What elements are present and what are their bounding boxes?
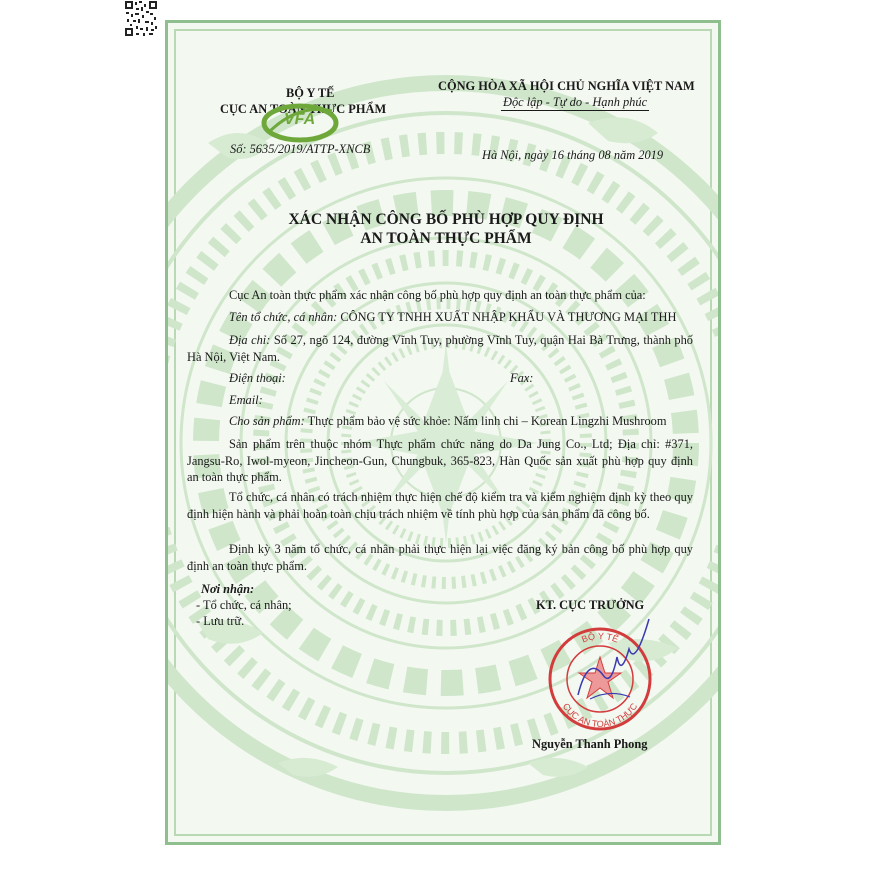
product-group-paragraph: Sản phẩm trên thuộc nhóm Thực phẩm chức năng do Da Jung Co., Ltd; Địa chỉ: #371, Jangsu-Ro, Iwol-myeon, Jincheon-Gun, Chungbuk, 365-823, Hàn Quốc sản xuất phù hợp quy định an toàn thực phẩm.: [187, 437, 693, 484]
certificate-document: [165, 20, 721, 845]
organization-line: [229, 309, 676, 325]
product-line: [229, 413, 667, 429]
product-value: Thực phẩm bảo vệ sức khỏe: Nấm linh chi – Korean Lingzhi Mushroom: [304, 414, 667, 428]
recipient-item: - Tổ chức, cá nhân;: [196, 598, 292, 612]
responsibility-paragraph: Tổ chức, cá nhân có trách nhiệm thực hiện chế độ kiểm tra và kiểm nghiệm định kỳ theo quy định hiện hành và phải hoàn toàn chịu trách nhiệm về tính phù hợp của sản phẩm đã công bố.: [187, 490, 693, 521]
stamp-top-text: BỘ Y TẾ: [580, 630, 620, 645]
agency-name: CỤC AN TOÀN THỰC PHẨM: [220, 102, 387, 116]
recipients-label: Nơi nhận:: [201, 582, 255, 596]
intro-text: Cục An toàn thực phẩm xác nhận công bố phù hợp quy định an toàn thực phẩm của:: [229, 288, 646, 302]
signer-position: KT. CỤC TRƯỞNG: [536, 598, 645, 612]
signer-name: Nguyễn Thanh Phong: [532, 737, 648, 751]
document-number: Số: 5635/2019/ATTP-XNCB: [230, 142, 371, 156]
country-name: CỘNG HÒA XÃ HỘI CHỦ NGHĨA VIỆT NAM: [438, 79, 695, 93]
renewal-paragraph: Định kỳ 3 năm tổ chức, cá nhân phải thực hiện lại việc đăng ký bản công bố phù hợp quy định an toàn thực phẩm.: [187, 542, 693, 573]
phone-label: Điện thoại:: [229, 371, 286, 385]
organization-name: CÔNG TY TNHH XUẤT NHẬP KHẨU VÀ THƯƠNG MẠI THH: [337, 310, 677, 324]
ministry-name: BỘ Y TẾ: [286, 86, 335, 100]
national-motto: Độc lập - Tự do - Hạnh phúc: [503, 95, 648, 109]
qr-code: [124, 0, 158, 38]
document-title-line2: AN TOÀN THỰC PHẨM: [360, 230, 532, 247]
address-value: Số 27, ngõ 124, đường Vĩnh Tuy, phường Vĩnh Tuy, quận Hai Bà Trưng, thành phố Hà Nội, Việt Nam.: [187, 333, 694, 364]
fax-label: Fax:: [510, 371, 534, 385]
address-line: [187, 332, 693, 365]
document-title-line1: XÁC NHẬN CÔNG BỐ PHÙ HỢP QUY ĐỊNH: [288, 211, 604, 228]
product-label: Cho sản phẩm:: [229, 414, 305, 428]
email-label: Email:: [229, 393, 263, 407]
official-stamp: [538, 617, 668, 737]
recipient-item: - Lưu trữ.: [196, 614, 245, 628]
address-label: Địa chỉ:: [229, 333, 271, 347]
organization-label: Tên tổ chức, cá nhân:: [229, 310, 338, 324]
vfa-logo-text: VFA: [284, 111, 316, 128]
place-date: Hà Nội, ngày 16 tháng 08 năm 2019: [482, 148, 664, 162]
stamp-bottom-text: CỤC AN TOÀN THỰC: [560, 701, 640, 730]
